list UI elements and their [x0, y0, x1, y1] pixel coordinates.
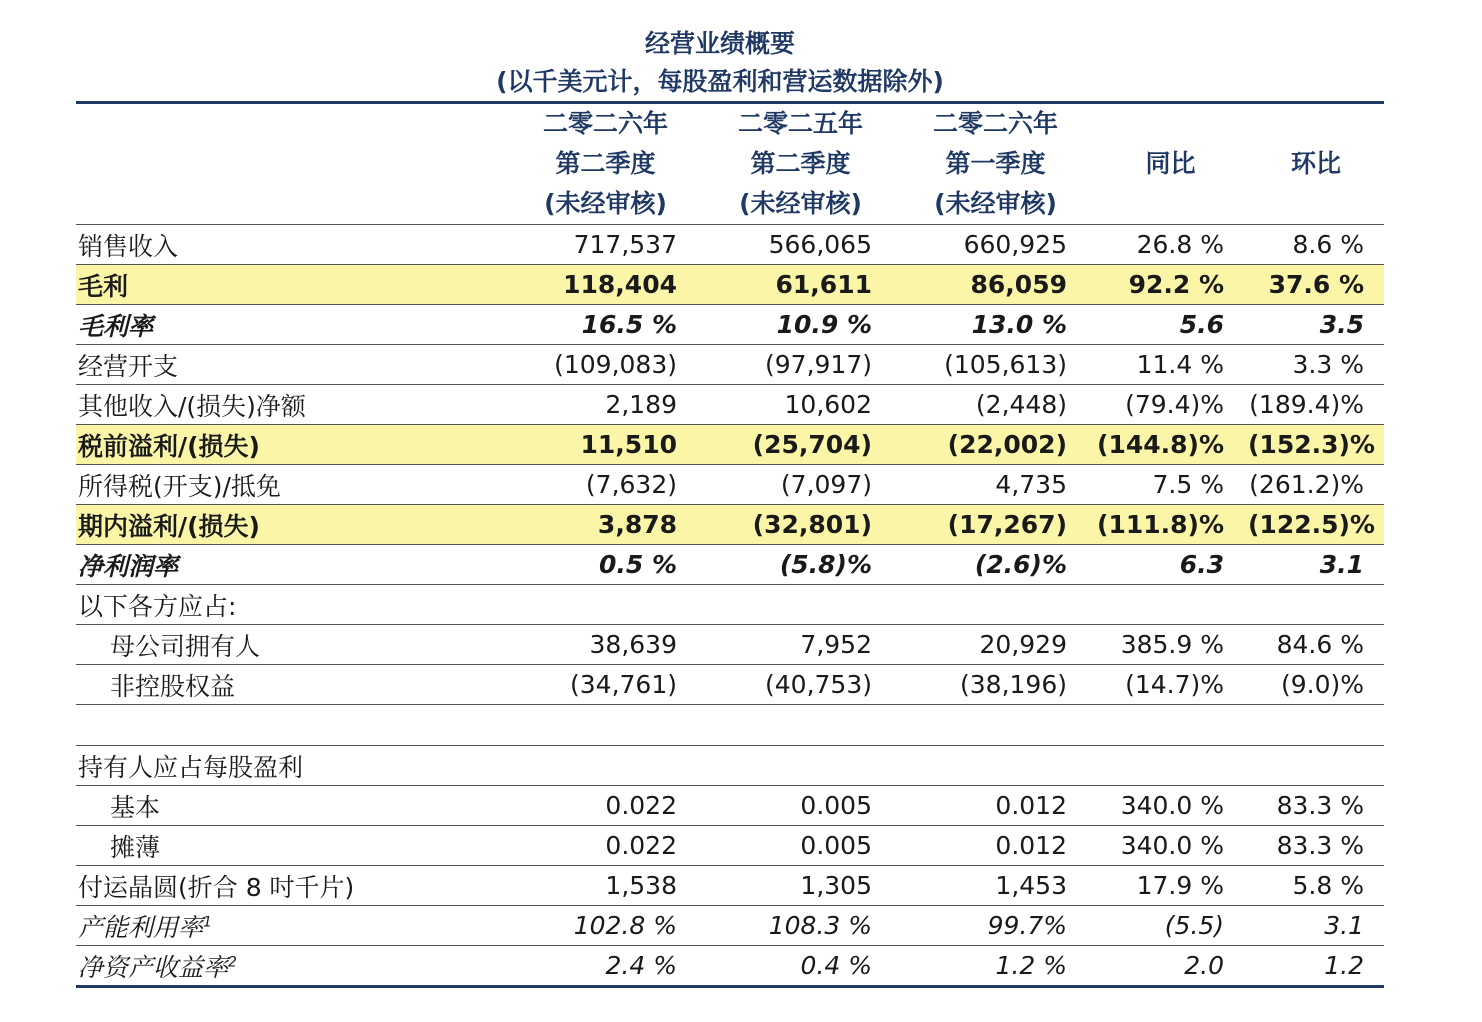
table-cell: 10.9 % — [703, 305, 898, 345]
table-cell: 83.3 % — [1248, 786, 1384, 826]
table-cell — [703, 746, 898, 786]
table-cell: 385.9 % — [1093, 625, 1248, 665]
table-row — [76, 385, 1384, 425]
table-cell: 61,611 — [703, 265, 898, 305]
row-label — [76, 425, 508, 465]
row-label-text: 非控股权益 — [110, 671, 236, 701]
row-label-text: 毛利率 — [78, 311, 154, 341]
table-cell: 102.8 % — [508, 906, 703, 946]
table-cell: 10,602 — [703, 385, 898, 425]
table-row — [76, 665, 1384, 705]
table-cell — [703, 585, 898, 625]
table-cell: (25,704) — [703, 425, 898, 465]
table-cell: 13.0 % — [898, 305, 1093, 345]
table-cell: 99.7% — [898, 906, 1093, 946]
header-row — [76, 103, 1384, 225]
table-row — [76, 305, 1384, 345]
row-label-text: 净资产收益率 — [78, 952, 229, 982]
header-q2-2025: 二零二五年 第二季度 (未经审核) — [703, 103, 898, 225]
row-label-text: 所得税(开支)/抵免 — [78, 471, 281, 501]
table-cell — [1248, 585, 1384, 625]
row-label — [76, 625, 508, 665]
header-yoy: 同比 — [1093, 103, 1248, 225]
table-cell: (32,801) — [703, 505, 898, 545]
row-label-text: 经营开支 — [78, 351, 179, 381]
table-cell: 660,925 — [898, 225, 1093, 265]
table-cell: 3.1 — [1248, 545, 1384, 585]
table-cell — [508, 705, 703, 746]
row-label-text: 税前溢利/(损失) — [78, 431, 260, 461]
row-label — [76, 705, 508, 746]
row-label-text: 毛利 — [78, 271, 129, 301]
table-cell: 0.022 — [508, 826, 703, 866]
table-row — [76, 265, 1384, 305]
table-cell: 20,929 — [898, 625, 1093, 665]
table-row — [76, 906, 1384, 946]
row-label — [76, 305, 508, 345]
table-cell: 108.3 % — [703, 906, 898, 946]
table-cell: 7.5 % — [1093, 465, 1248, 505]
row-label — [76, 866, 508, 906]
row-label-text: 产能利用率 — [78, 912, 204, 942]
table-row — [76, 746, 1384, 786]
header-q2-2026: 二零二六年 第二季度 (未经审核) — [508, 103, 703, 225]
table-cell: (189.4)% — [1248, 385, 1384, 425]
table-cell: (40,753) — [703, 665, 898, 705]
table-cell: 0.005 — [703, 786, 898, 826]
table-cell: 2,189 — [508, 385, 703, 425]
table-cell — [1093, 705, 1248, 746]
table-cell: 37.6 % — [1248, 265, 1384, 305]
table-row — [76, 545, 1384, 585]
row-label-text: 母公司拥有人 — [110, 631, 261, 661]
table-cell: 83.3 % — [1248, 826, 1384, 866]
table-row — [76, 225, 1384, 265]
table-cell: (122.5)% — [1248, 505, 1384, 545]
report-subtitle: (以千美元计，每股盈利和营运数据除外) — [496, 67, 944, 96]
row-label — [76, 585, 508, 625]
table-cell — [508, 746, 703, 786]
table-cell: (38,196) — [898, 665, 1093, 705]
row-label — [76, 385, 508, 425]
table-cell — [898, 746, 1093, 786]
table-cell: 8.6 % — [1248, 225, 1384, 265]
table-cell: 1.2 % — [898, 946, 1093, 987]
table-cell: 1.2 — [1248, 946, 1384, 987]
table-cell: 0.012 — [898, 826, 1093, 866]
table-cell: (2.6)% — [898, 545, 1093, 585]
table-cell: (152.3)% — [1248, 425, 1384, 465]
row-label — [76, 225, 508, 265]
table-cell: 17.9 % — [1093, 866, 1248, 906]
row-label-text: 持有人应占每股盈利 — [78, 752, 304, 782]
table-cell: 340.0 % — [1093, 826, 1248, 866]
table-cell: 92.2 % — [1093, 265, 1248, 305]
table-cell: 2.0 — [1093, 946, 1248, 987]
table-row — [76, 826, 1384, 866]
table-cell: 38,639 — [508, 625, 703, 665]
table-row — [76, 585, 1384, 625]
table-row — [76, 425, 1384, 465]
table-cell — [898, 705, 1093, 746]
table-cell: (17,267) — [898, 505, 1093, 545]
table-cell: (79.4)% — [1093, 385, 1248, 425]
table-cell: 3,878 — [508, 505, 703, 545]
table-cell: 0.005 — [703, 826, 898, 866]
table-cell: 11.4 % — [1093, 345, 1248, 385]
row-label — [76, 665, 508, 705]
table-cell: (22,002) — [898, 425, 1093, 465]
table-cell: (97,917) — [703, 345, 898, 385]
table-cell: (105,613) — [898, 345, 1093, 385]
row-label — [76, 465, 508, 505]
table-cell: 3.5 — [1248, 305, 1384, 345]
row-label — [76, 505, 508, 545]
report-title: 经营业绩概要 — [644, 29, 795, 58]
table-cell: 84.6 % — [1248, 625, 1384, 665]
row-label — [76, 786, 508, 826]
table-cell: 1,305 — [703, 866, 898, 906]
header-blank — [76, 103, 508, 225]
table-cell: (5.5) — [1093, 906, 1248, 946]
table-row — [76, 786, 1384, 826]
table-cell: (111.8)% — [1093, 505, 1248, 545]
table-row — [76, 625, 1384, 665]
table-cell: 3.3 % — [1248, 345, 1384, 385]
table-cell: (261.2)% — [1248, 465, 1384, 505]
table-cell: 1,538 — [508, 866, 703, 906]
table-cell: 0.022 — [508, 786, 703, 826]
table-cell: 16.5 % — [508, 305, 703, 345]
table-cell: 1,453 — [898, 866, 1093, 906]
table-row — [76, 866, 1384, 906]
row-label-text: 摊薄 — [110, 832, 161, 862]
table-cell: (109,083) — [508, 345, 703, 385]
table-cell — [898, 585, 1093, 625]
table-cell: 717,537 — [508, 225, 703, 265]
table-cell: (2,448) — [898, 385, 1093, 425]
table-cell — [1093, 585, 1248, 625]
header-q1-2026: 二零二六年 第一季度 (未经审核) — [898, 103, 1093, 225]
row-label — [76, 345, 508, 385]
table-cell: 340.0 % — [1093, 786, 1248, 826]
table-cell: 5.8 % — [1248, 866, 1384, 906]
table-cell — [1093, 746, 1248, 786]
table-cell: 0.5 % — [508, 545, 703, 585]
table-cell: 26.8 % — [1093, 225, 1248, 265]
table-cell — [1248, 746, 1384, 786]
table-cell: 86,059 — [898, 265, 1093, 305]
header-qoq: 环比 — [1248, 103, 1384, 225]
table-cell: 0.4 % — [703, 946, 898, 987]
table-cell: (9.0)% — [1248, 665, 1384, 705]
table-row — [76, 705, 1384, 746]
table-cell — [1248, 705, 1384, 746]
operating-results-table — [76, 101, 1384, 988]
table-cell: 0.012 — [898, 786, 1093, 826]
table-cell — [508, 585, 703, 625]
row-label-text: 付运晶圆(折合 8 吋千片) — [78, 872, 355, 902]
table-cell: (34,761) — [508, 665, 703, 705]
table-cell: 6.3 — [1093, 545, 1248, 585]
table-cell: 3.1 — [1248, 906, 1384, 946]
table-cell: (7,632) — [508, 465, 703, 505]
table-cell: 118,404 — [508, 265, 703, 305]
table-cell: 7,952 — [703, 625, 898, 665]
table-cell: 5.6 — [1093, 305, 1248, 345]
table-cell: 11,510 — [508, 425, 703, 465]
table-cell: (7,097) — [703, 465, 898, 505]
row-label — [76, 826, 508, 866]
row-label — [76, 265, 508, 305]
row-label-text: 基本 — [110, 792, 161, 822]
table-cell: 2.4 % — [508, 946, 703, 987]
table-cell: 566,065 — [703, 225, 898, 265]
table-row — [76, 946, 1384, 987]
table-cell: (144.8)% — [1093, 425, 1248, 465]
row-label-text: 其他收入/(损失)净额 — [78, 391, 306, 421]
footnote-marker: 2 — [228, 954, 237, 971]
row-label-text: 以下各方应占: — [78, 591, 237, 621]
table-cell: (5.8)% — [703, 545, 898, 585]
footnote-marker: 1 — [203, 914, 212, 931]
table-row — [76, 465, 1384, 505]
row-label-text: 期内溢利/(损失) — [78, 511, 260, 541]
row-label — [76, 746, 508, 786]
row-label-text: 销售收入 — [78, 231, 179, 261]
row-label — [76, 946, 508, 987]
row-label — [76, 545, 508, 585]
table-row — [76, 345, 1384, 385]
row-label-text: 净利润率 — [78, 551, 179, 581]
row-label — [76, 906, 508, 946]
table-cell: (14.7)% — [1093, 665, 1248, 705]
table-cell — [703, 705, 898, 746]
table-cell: 4,735 — [898, 465, 1093, 505]
table-row — [76, 505, 1384, 545]
